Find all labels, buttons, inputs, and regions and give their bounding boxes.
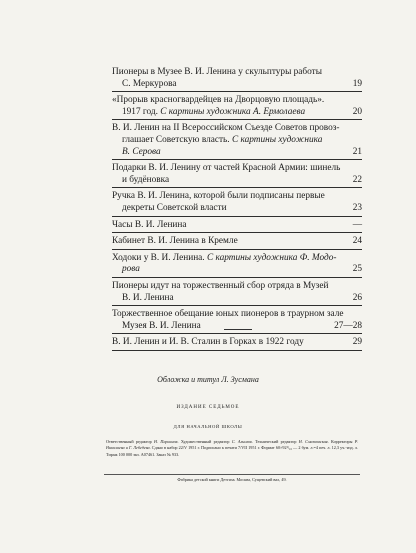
table-of-contents — [112, 66, 362, 353]
toc-line — [112, 309, 362, 321]
toc-line — [112, 147, 362, 159]
toc-italic: С картины художника — [231, 134, 323, 145]
toc-entry — [112, 252, 362, 278]
toc-text: Пионеры идут на торжественный сбор отряда в Музей — [112, 280, 329, 291]
toc-text: В. И. Ленина — [122, 292, 174, 303]
toc-line — [112, 337, 362, 349]
imprint-name: Н. Парсанов — [154, 439, 178, 444]
toc-page-number: 20 — [352, 106, 362, 117]
imprint-name: Н. Смелковская — [298, 439, 328, 444]
toc-page-number: 23 — [352, 202, 362, 213]
toc-line — [112, 236, 362, 248]
toc-entry — [112, 308, 362, 334]
toc-entry — [112, 190, 362, 216]
toc-text: декреты Советской власти — [122, 202, 227, 213]
toc-line — [112, 123, 362, 135]
toc-text: Пионеры в Музее В. И. Ленина у скульптуры работы — [112, 67, 322, 77]
toc-entry — [112, 235, 362, 250]
toc-line — [112, 95, 362, 107]
toc-text: В. И. Ленин на II Всероссийском Съезде Советов провоз- — [112, 123, 340, 134]
toc-text: 1917 год. — [122, 106, 161, 117]
toc-text: С. Меркурова — [122, 78, 177, 89]
toc-title — [122, 107, 305, 119]
toc-text: и будёновка — [122, 174, 170, 185]
toc-title — [122, 293, 174, 305]
toc-page-number — [356, 163, 362, 175]
toc-title — [112, 123, 339, 135]
toc-line — [112, 191, 362, 203]
audience-label: ДЛЯ НАЧАЛЬНОЙ ШКОЛЫ — [173, 424, 243, 429]
toc-entry — [112, 336, 362, 351]
toc-page-number: 26 — [352, 292, 362, 303]
toc-title — [122, 135, 322, 147]
toc-page-number — [356, 67, 362, 79]
toc-text: глашает Советскую власть. — [122, 134, 232, 145]
toc-page-number: 22 — [352, 174, 362, 185]
toc-title — [122, 203, 227, 215]
toc-title — [112, 95, 324, 107]
imprint-text: . Сдано в набор 22/V 1951 г. Подписано к печати 7/VII 1951 г. Формат 60×92¹/₁₆ — 2 бум. л.=4 печ. л. 12,3 уч.-изд. л. Тираж 100 000 экз. А07461. Заказ № 933. — [106, 445, 358, 457]
toc-title — [122, 264, 140, 276]
toc-title — [122, 147, 161, 159]
toc-line — [112, 321, 362, 333]
toc-line — [112, 281, 362, 293]
toc-title — [112, 309, 343, 321]
toc-line — [112, 107, 362, 119]
toc-text: Подарки В. И. Ленину от частей Красной Армии: шинель — [112, 163, 341, 174]
printer-line: Фабрика детской книги Детгиза. Москва, Сущевский вал, 49. — [104, 474, 360, 482]
toc-page-number: — — [352, 219, 362, 230]
toc-title — [112, 191, 325, 203]
toc-line — [112, 163, 362, 175]
toc-entry — [112, 162, 362, 188]
imprint-text: . Технический редактор — [251, 439, 299, 444]
toc-line — [112, 79, 362, 91]
toc-line — [112, 264, 362, 276]
imprint-text: Ответственный редактор — [106, 439, 155, 444]
edition-label: ИЗДАНИЕ СЕДЬМОЕ — [176, 405, 240, 410]
toc-page-number: 24 — [352, 236, 362, 247]
toc-entry — [112, 94, 362, 120]
toc-page-number: 25 — [352, 264, 362, 275]
toc-text: Часы В. И. Ленина — [112, 219, 187, 230]
toc-page-number — [356, 309, 362, 321]
toc-page-number — [356, 95, 362, 107]
toc-page-number: 29 — [352, 337, 362, 348]
separator-rule — [224, 329, 252, 330]
toc-text: Торжественное обещание юных пионеров в траурном зале — [112, 309, 344, 320]
toc-line — [112, 175, 362, 187]
toc-page-number — [356, 253, 362, 265]
toc-text: В. И. Ленин и И. В. Сталин в Горках в 1922 году — [112, 337, 304, 348]
toc-line — [112, 135, 362, 147]
imprint-text: . Корректоры — [327, 439, 355, 444]
cover-credit: Обложка и титул Л. Зусмана — [157, 375, 259, 384]
imprint-name: Р. Николаева и Г. Лебедева — [106, 439, 358, 451]
toc-page-number — [356, 123, 362, 135]
toc-page-number: 27—28 — [334, 320, 362, 331]
toc-page-number: 19 — [352, 78, 362, 89]
toc-title — [122, 175, 169, 187]
toc-page-number: 21 — [352, 146, 362, 157]
toc-italic: рова — [122, 264, 140, 275]
toc-italic: В. Серова — [122, 146, 161, 157]
toc-text: Ходоки у В. И. Ленина. — [112, 252, 207, 263]
toc-page-number — [356, 135, 362, 147]
toc-title — [112, 281, 328, 293]
toc-page-number — [356, 191, 362, 203]
toc-entry — [112, 122, 362, 160]
toc-text: Ручка В. И. Ленина, которой были подписаны первые — [112, 191, 325, 202]
toc-italic: С картины художника А. Ермолаева — [160, 106, 306, 117]
toc-text: Музея В. И. Ленина — [122, 320, 201, 331]
toc-line — [112, 253, 362, 265]
toc-entry — [112, 280, 362, 306]
toc-text: Кабинет В. И. Ленина в Кремле — [112, 236, 238, 247]
imprint-text: . Художественный редактор — [177, 439, 232, 444]
toc-title — [122, 321, 201, 333]
toc-italic: С картины художника Ф. Модо- — [206, 252, 337, 263]
toc-text: «Прорыв красногвардейцев на Дворцовую площадь». — [112, 95, 325, 106]
toc-title — [112, 253, 336, 265]
imprint-block — [106, 439, 358, 458]
toc-title — [112, 163, 340, 175]
toc-line — [112, 203, 362, 215]
toc-entry — [112, 219, 362, 234]
toc-title — [112, 236, 238, 248]
toc-entry — [112, 66, 362, 92]
toc-title — [112, 337, 304, 349]
toc-title — [112, 67, 322, 79]
toc-page-number — [356, 281, 362, 293]
toc-line — [112, 293, 362, 305]
imprint-name: С. Алымов — [231, 439, 252, 444]
toc-title — [122, 79, 177, 91]
toc-line — [112, 220, 362, 232]
toc-line — [112, 67, 362, 79]
toc-title — [112, 220, 187, 232]
